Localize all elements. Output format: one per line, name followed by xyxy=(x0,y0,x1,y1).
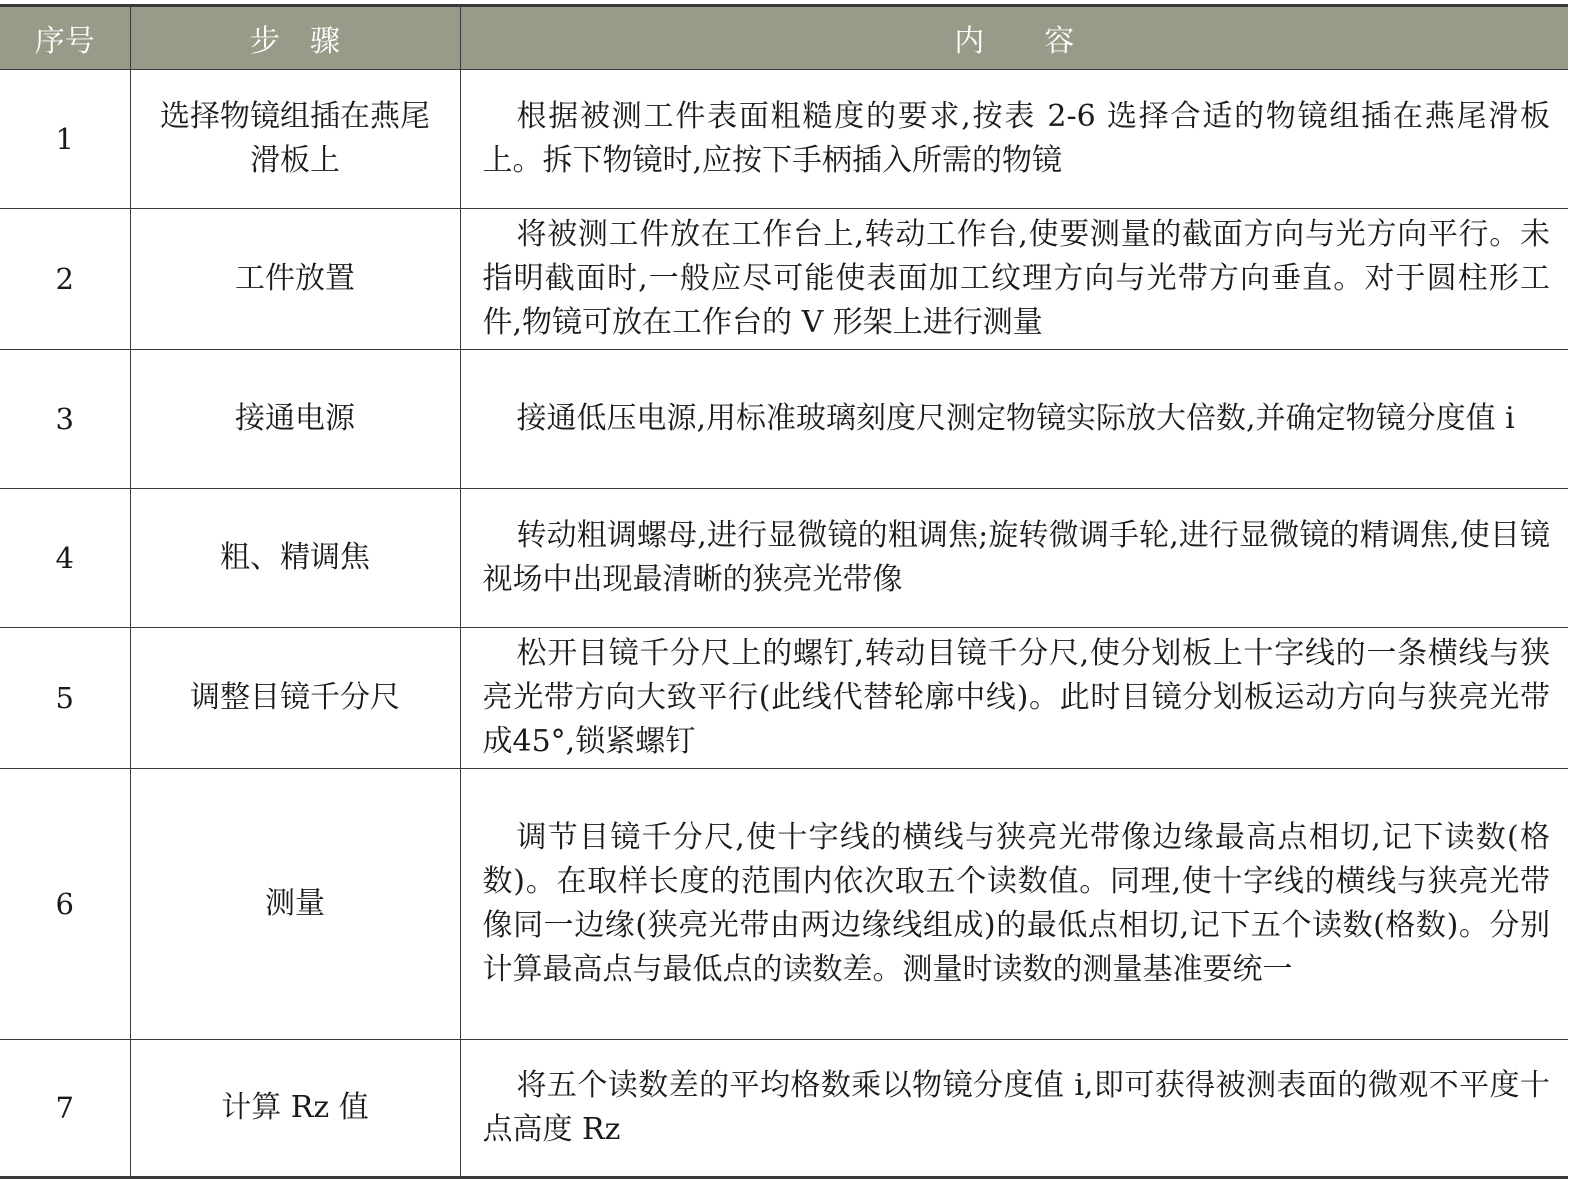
row-index: 7 xyxy=(0,1040,130,1178)
row-index: 4 xyxy=(0,489,130,628)
row-content-text: 转动粗调螺母,进行显微镜的粗调焦;旋转微调手轮,进行显微镜的精调焦,使目镜视场中出现最清晰的狭亮光带像 xyxy=(482,518,1550,597)
header-row xyxy=(0,6,1568,70)
row-step: 选择物镜组插在燕尾滑板上 xyxy=(130,70,460,209)
row-step: 调整目镜千分尺 xyxy=(130,628,460,769)
header-step: 步 骤 xyxy=(130,6,460,70)
row-content-text: 将五个读数差的平均格数乘以物镜分度值 i,即可获得被测表面的微观不平度十点高度 Rz xyxy=(482,1068,1550,1147)
header-index: 序号 xyxy=(0,6,130,70)
table-row xyxy=(0,628,1568,769)
row-step: 测量 xyxy=(130,769,460,1040)
row-content xyxy=(460,209,1568,350)
row-content xyxy=(460,628,1568,769)
row-index: 6 xyxy=(0,769,130,1040)
table-row xyxy=(0,769,1568,1040)
row-content-text: 调节目镜千分尺,使十字线的横线与狭亮光带像边缘最高点相切,记下读数(格数)。在取样长度的范围内依次取五个读数值。同理,使十字线的横线与狭亮光带像同一边缘(狭亮光带由两边缘线组成)的最低点相切,记下五个读数(格数)。分别计算最高点与最低点的读数差。测量时读数的测量基准要统一 xyxy=(482,820,1550,987)
table-row xyxy=(0,350,1568,489)
row-content-text: 根据被测工件表面粗糙度的要求,按表 2-6 选择合适的物镜组插在燕尾滑板上。拆下物镜时,应按下手柄插入所需的物镜 xyxy=(482,99,1550,178)
row-content xyxy=(460,1040,1568,1178)
table-row xyxy=(0,70,1568,209)
table-header xyxy=(0,6,1568,70)
row-index: 5 xyxy=(0,628,130,769)
procedure-table xyxy=(0,4,1568,1179)
row-content-text: 将被测工件放在工作台上,转动工作台,使要测量的截面方向与光方向平行。未指明截面时,一般应尽可能使表面加工纹理方向与光带方向垂直。对于圆柱形工件,物镜可放在工作台的 V 形架上进行测量 xyxy=(482,217,1550,340)
row-content-text: 松开目镜千分尺上的螺钉,转动目镜千分尺,使分划板上十字线的一条横线与狭亮光带方向大致平行(此线代替轮廓中线)。此时目镜分划板运动方向与狭亮光带成45°,锁紧螺钉 xyxy=(482,636,1550,759)
row-content-text: 接通低压电源,用标准玻璃刻度尺测定物镜实际放大倍数,并确定物镜分度值 i xyxy=(516,401,1515,436)
table-row xyxy=(0,1040,1568,1178)
row-content xyxy=(460,489,1568,628)
row-content xyxy=(460,70,1568,209)
row-step: 粗、精调焦 xyxy=(130,489,460,628)
row-step: 计算 Rz 值 xyxy=(130,1040,460,1178)
row-index: 3 xyxy=(0,350,130,489)
row-content xyxy=(460,350,1568,489)
header-content: 内 容 xyxy=(460,6,1568,70)
row-step: 接通电源 xyxy=(130,350,460,489)
table-row xyxy=(0,209,1568,350)
row-index: 1 xyxy=(0,70,130,209)
row-step: 工件放置 xyxy=(130,209,460,350)
table-row xyxy=(0,489,1568,628)
row-content xyxy=(460,769,1568,1040)
row-index: 2 xyxy=(0,209,130,350)
table-body xyxy=(0,70,1568,1178)
